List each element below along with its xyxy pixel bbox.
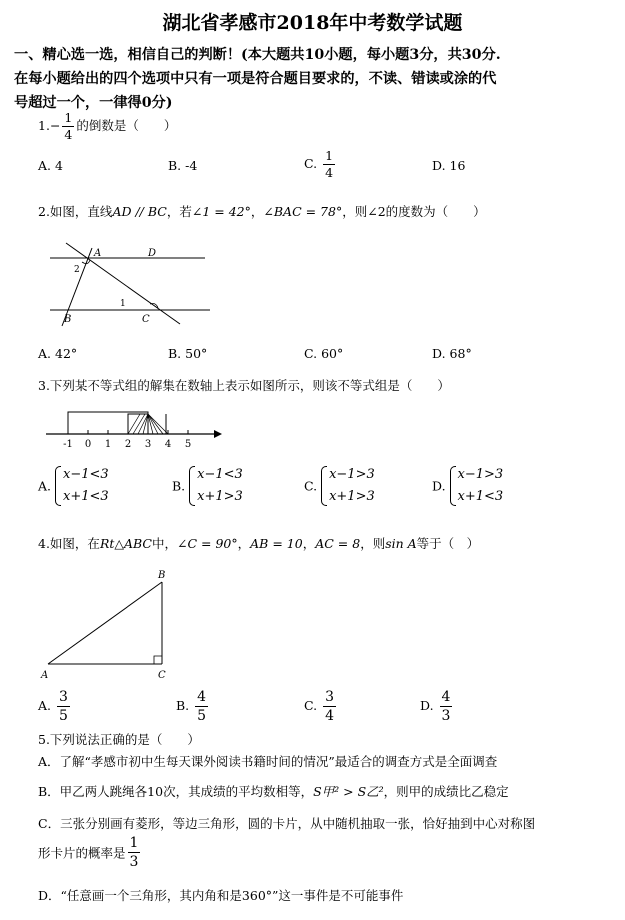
- side-ab: [48, 582, 162, 664]
- q1-number: 1.: [38, 118, 50, 133]
- hatch-line: [143, 414, 148, 434]
- hatch-line: [148, 414, 168, 434]
- q1-option-a: A. 4: [38, 158, 63, 173]
- q1-fraction-den: 4: [64, 127, 73, 142]
- q5-option-a: A．了解“孝感市初中生每天课外阅读书籍时间的情况”最适合的调查方式是全面调查: [38, 754, 498, 769]
- axis-tick-label: 2: [124, 439, 132, 450]
- label-a: A: [41, 670, 49, 681]
- q3-number-line: [44, 404, 224, 454]
- q1-fraction: [62, 110, 74, 143]
- q4-option-a: A. $\frac{3}{5}$: [38, 689, 68, 724]
- q1-text: 的倒数是（ ）: [76, 118, 177, 133]
- axis-tick-label: 3: [144, 439, 152, 450]
- page-title: 湖北省孝感市2018年中考数学试题: [162, 12, 463, 34]
- hatch-line: [148, 414, 158, 434]
- q4-option-d: D. $\frac{4}{3}$: [420, 689, 451, 724]
- q1-option-b: B. -4: [168, 158, 198, 173]
- question-5: 5.下列说法正确的是（ ）: [38, 732, 200, 747]
- q1-fraction-num: 1: [64, 110, 73, 125]
- section-heading-line-3: 号超过一个，一律得0分): [14, 95, 173, 111]
- label-c: C: [142, 314, 150, 325]
- q3-option-d: D. x−1>3 x+1<3: [432, 464, 503, 508]
- hatch-line: [128, 414, 140, 434]
- question-4: 4.如图，在Rt△ABC中，∠C = 90°，AB = 10，AC = 8，则sin A等于（ ）: [38, 536, 480, 551]
- q4-option-b: B. $\frac{4}{5}$: [176, 689, 207, 724]
- q5-option-d: D．“任意画一个三角形，其内角和是360°”这一事件是不可能事件: [38, 888, 404, 903]
- q3-option-b: B. x−1<3 x+1>3: [172, 464, 243, 508]
- label-c: C: [158, 670, 166, 681]
- q1-sign: −: [49, 118, 61, 133]
- label-angle-2: 2: [74, 265, 80, 275]
- axis-tick-label: 5: [184, 439, 192, 450]
- label-angle-1: 1: [120, 299, 126, 309]
- q4-option-c: C. $\frac{3}{4}$: [304, 689, 334, 724]
- question-1: [38, 110, 176, 143]
- q5-option-b: B．甲乙两人跳绳各10次，其成绩的平均数相等，S甲² > S乙²，则甲的成绩比乙稳定: [38, 784, 509, 799]
- axis-tick-label: 0: [84, 439, 92, 450]
- q2-option-d: D. 68°: [432, 346, 472, 361]
- axis-tick-label: -1: [63, 439, 73, 450]
- q3-option-c: C. x−1>3 x+1>3: [304, 464, 375, 508]
- section-heading-line-2: 在每小题给出的四个选项中只有一项是符合题目要求的，不读、错读或涂的代: [14, 71, 497, 87]
- label-a: A: [94, 248, 102, 259]
- q2-figure: [40, 242, 220, 330]
- q2-option-b: B. 50°: [168, 346, 208, 361]
- q5-option-c-line-2: 形卡片的概率是 $\frac{1}{3}$: [38, 835, 139, 870]
- right-angle-mark: [154, 656, 162, 664]
- section-heading-line-1: 一、精心选一选，相信自己的判断！(本大题共10小题，每小题3分，共30分.: [14, 47, 501, 63]
- axis-arrow-icon: [214, 430, 222, 438]
- q2-option-c: C. 60°: [304, 346, 344, 361]
- label-b: B: [64, 314, 72, 325]
- axis-tick-label: 4: [164, 439, 172, 450]
- label-d: D: [148, 248, 157, 259]
- q4-figure: [38, 566, 178, 684]
- q3-option-a: A. x−1<3 x+1<3: [38, 464, 109, 508]
- q1-option-c: C. $\frac{1}{4}$: [304, 148, 334, 180]
- axis-tick-label: 1: [104, 439, 112, 450]
- q1-option-d: D. 16: [432, 158, 466, 173]
- question-2: 2.如图，直线AD // BC，若∠1 = 42°，∠BAC = 78°，则∠2的度数为（ ）: [38, 204, 486, 219]
- question-3: 3.下列某不等式组的解集在数轴上表示如图所示，则该不等式组是（ ）: [38, 378, 450, 393]
- q2-option-a: A. 42°: [38, 346, 78, 361]
- q5-option-c-line-1: C．三张分别画有菱形，等边三角形，圆的卡片，从中随机抽取一张，恰好抽到中心对称图: [38, 816, 536, 831]
- label-b: B: [158, 570, 166, 581]
- line-ac: [66, 243, 180, 324]
